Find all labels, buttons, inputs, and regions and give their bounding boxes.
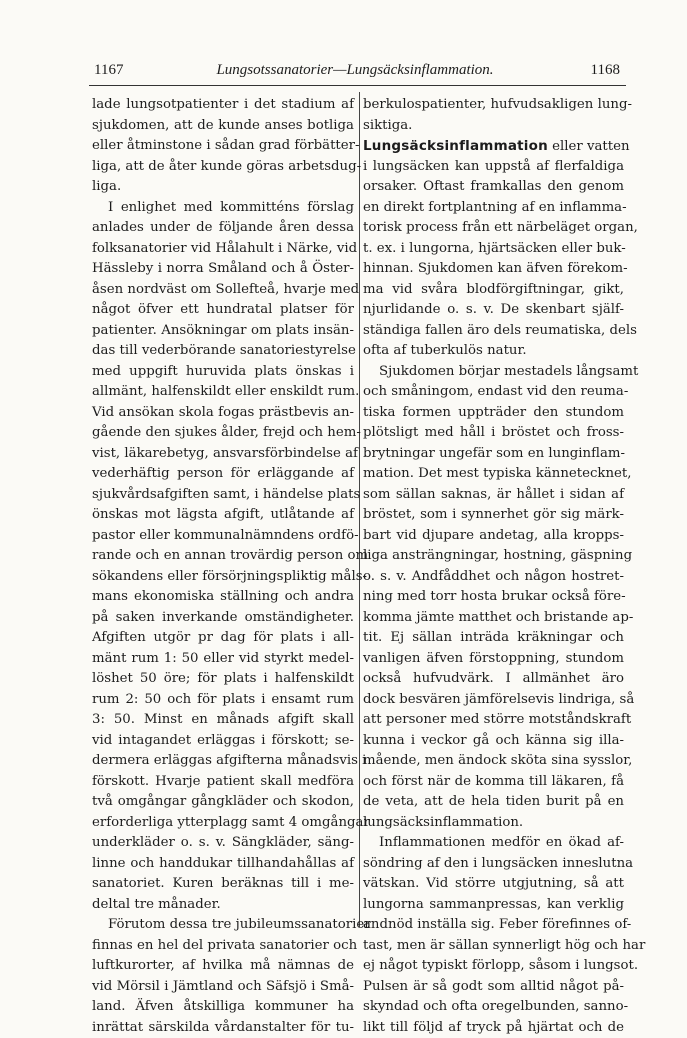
text-line: folksanatorier vid Hålahult i Närke, vid bbox=[92, 239, 354, 260]
text-line: i lungsäcken kan uppstå af flerfaldiga bbox=[363, 157, 624, 178]
text-line: skyndad och ofta oregelbunden, sanno- bbox=[363, 997, 624, 1018]
text-line: lungorna sammanpressas, kan verklig bbox=[363, 895, 624, 916]
text-line: Pulsen är så godt som alltid något på- bbox=[363, 977, 624, 998]
text-line: på saken inverkande omständigheter. bbox=[92, 608, 354, 629]
text-line: vid intagandet erläggas i förskott; se- bbox=[92, 731, 354, 752]
text-line: 3: 50. Minst en månads afgift skall bbox=[92, 710, 354, 731]
text-line: Inflammationen medför en ökad af- bbox=[363, 833, 624, 854]
text-line: tit. Ej sällan inträda kräkningar och bbox=[363, 628, 624, 649]
left-column bbox=[92, 95, 354, 1038]
text-line: vist, läkarebetyg, ansvarsförbindelse af bbox=[92, 444, 354, 465]
text-line: allmänt, halfenskildt eller enskildt rum. bbox=[92, 382, 354, 403]
text-line: som sällan saknas, är hållet i sidan af bbox=[363, 485, 624, 506]
text-line: kunna i veckor gå och känna sig illa- bbox=[363, 731, 624, 752]
text-line: en direkt fortplantning af en inflamma- bbox=[363, 198, 624, 219]
text-line: torisk process från ett närbeläget organ, bbox=[363, 218, 624, 239]
text-line: linne och handdukar tillhandahållas af bbox=[92, 854, 354, 875]
text-line: ma vid svåra blodförgiftningar, gikt, bbox=[363, 280, 624, 301]
text-line: dock besvären jämförelsevis lindriga, så bbox=[363, 690, 624, 711]
text-line: två omgångar gångkläder och skodon, bbox=[92, 792, 354, 813]
text-line: söndring af den i lungsäcken inneslutna bbox=[363, 854, 624, 875]
text-line: ning med torr hosta brukar också före- bbox=[363, 587, 624, 608]
text-line: Sjukdomen börjar mestadels långsamt bbox=[363, 362, 624, 383]
text-line: siktiga. bbox=[363, 116, 624, 137]
text-line: o. s. v. Andfåddhet och någon hostret- bbox=[363, 567, 624, 588]
text-line: också hufvudvärk. I allmänhet äro bbox=[363, 669, 624, 690]
text-line: t. ex. i lungorna, hjärtsäcken eller buk- bbox=[363, 239, 624, 260]
text-line: liga ansträngningar, hostning, gäspning bbox=[363, 546, 624, 567]
text-line: mans ekonomiska ställning och andra bbox=[92, 587, 354, 608]
text-line: land. Äfven åtskilliga kommuner ha bbox=[92, 997, 354, 1018]
header-rule bbox=[89, 85, 626, 86]
text-line: förskott. Hvarje patient skall medföra bbox=[92, 772, 354, 793]
column-divider bbox=[359, 92, 360, 927]
text-line: rum 2: 50 och för plats i ensamt rum bbox=[92, 690, 354, 711]
text-line: och småningom, endast vid den reuma- bbox=[363, 382, 624, 403]
text-line: löshet 50 öre; för plats i halfenskildt bbox=[92, 669, 354, 690]
text-line: rande och en annan trovärdig person om bbox=[92, 546, 354, 567]
text-line: sanatoriet. Kuren beräknas till i me- bbox=[92, 874, 354, 895]
text-line: sjukdomen, att de kunde anses botliga bbox=[92, 116, 354, 137]
text-line: Vid ansökan skola fogas prästbevis an- bbox=[92, 403, 354, 424]
right-column bbox=[363, 95, 624, 1038]
text-line: vätskan. Vid större utgjutning, så att bbox=[363, 874, 624, 895]
text-line: deltal tre månader. bbox=[92, 895, 354, 916]
text-line: vanligen äfven förstoppning, stundom bbox=[363, 649, 624, 670]
text-line: underkläder o. s. v. Sängkläder, säng- bbox=[92, 833, 354, 854]
text-line: Förutom dessa tre jubileumssanatorier bbox=[92, 915, 354, 936]
text-line: andnöd inställa sig. Feber förefinnes of- bbox=[363, 915, 624, 936]
text-line: liga. bbox=[92, 177, 354, 198]
text-line: orsaker. Oftast framkallas den genom bbox=[363, 177, 624, 198]
text-line-rest: eller vatten bbox=[548, 139, 630, 154]
page-number-left: 1167 bbox=[94, 62, 123, 79]
text-line: berkulospatienter, hufvudsakligen lung- bbox=[363, 95, 624, 116]
text-line: Hässleby i norra Småland och å Öster- bbox=[92, 259, 354, 280]
text-line: erforderliga ytterplagg samt 4 omgångar bbox=[92, 813, 354, 834]
text-line: tiska formen uppträder den stundom bbox=[363, 403, 624, 424]
text-line: luftkurorter, af hvilka må nämnas de bbox=[92, 956, 354, 977]
text-line: liga, att de åter kunde göras arbetsdug- bbox=[92, 157, 354, 178]
text-line: I enlighet med kommitténs förslag bbox=[92, 198, 354, 219]
running-title: Lungsotssanatorier—Lungsäcksinflammation. bbox=[90, 62, 620, 79]
text-line: gående den sjukes ålder, frejd och hem- bbox=[92, 423, 354, 444]
section-heading: Lungsäcksinflammation bbox=[363, 138, 548, 154]
text-line: ständiga fallen äro dels reumatiska, dels bbox=[363, 321, 624, 342]
text-line: finnas en hel del privata sanatorier och bbox=[92, 936, 354, 957]
text-line: något öfver ett hundratal platser för bbox=[92, 300, 354, 321]
text-line: brytningar ungefär som en lunginflam- bbox=[363, 444, 624, 465]
text-line: att personer med större motståndskraft bbox=[363, 710, 624, 731]
text-line: njurlidande o. s. v. De skenbart själf- bbox=[363, 300, 624, 321]
text-line: dermera erläggas afgifterna månadsvis i bbox=[92, 751, 354, 772]
text-line: mation. Det mest typiska kännetecknet, bbox=[363, 464, 624, 485]
text-line: sjukvårdsafgiften samt, i händelse plats bbox=[92, 485, 354, 506]
text-line: ofta af tuberkulös natur. bbox=[363, 341, 624, 362]
text-line: tast, men är sällan synnerligt hög och har bbox=[363, 936, 624, 957]
text-line: anlades under de följande åren dessa bbox=[92, 218, 354, 239]
text-line: inrättat särskilda vårdanstalter för tu- bbox=[92, 1018, 354, 1038]
text-line: sökandens eller försörjningspliktig måls- bbox=[92, 567, 354, 588]
running-header bbox=[90, 62, 620, 80]
text-line: med uppgift huruvida plats önskas i bbox=[92, 362, 354, 383]
text-line: vid Mörsil i Jämtland och Säfsjö i Små- bbox=[92, 977, 354, 998]
text-line: de veta, att de hela tiden burit på en bbox=[363, 792, 624, 813]
text-line: pastor eller kommunalnämndens ordfö- bbox=[92, 526, 354, 547]
text-line: lade lungsotpatienter i det stadium af bbox=[92, 95, 354, 116]
text-line bbox=[363, 136, 624, 157]
text-line: mänt rum 1: 50 eller vid styrkt medel- bbox=[92, 649, 354, 670]
text-line: das till vederbörande sanatoriestyrelse bbox=[92, 341, 354, 362]
text-line: önskas mot lägsta afgift, utlåtande af bbox=[92, 505, 354, 526]
text-line: patienter. Ansökningar om plats insän- bbox=[92, 321, 354, 342]
text-line: åsen nordväst om Sollefteå, hvarje med bbox=[92, 280, 354, 301]
text-line: likt till följd af tryck på hjärtat och de bbox=[363, 1018, 624, 1038]
text-line: Afgiften utgör pr dag för plats i all- bbox=[92, 628, 354, 649]
text-line: eller åtminstone i sådan grad förbätter- bbox=[92, 136, 354, 157]
text-line: bart vid djupare andetag, alla kropps- bbox=[363, 526, 624, 547]
text-line: lungsäcksinflammation. bbox=[363, 813, 624, 834]
text-line: komma jämte matthet och bristande ap- bbox=[363, 608, 624, 629]
text-line: plötsligt med håll i bröstet och fross- bbox=[363, 423, 624, 444]
text-line: bröstet, som i synnerhet gör sig märk- bbox=[363, 505, 624, 526]
text-line: ej något typiskt förlopp, såsom i lungsot. bbox=[363, 956, 624, 977]
text-line: hinnan. Sjukdomen kan äfven förekom- bbox=[363, 259, 624, 280]
text-line: vederhäftig person för erläggande af bbox=[92, 464, 354, 485]
page-number-right: 1168 bbox=[591, 62, 620, 79]
text-line: och först när de komma till läkaren, få bbox=[363, 772, 624, 793]
text-line: mående, men ändock sköta sina sysslor, bbox=[363, 751, 624, 772]
